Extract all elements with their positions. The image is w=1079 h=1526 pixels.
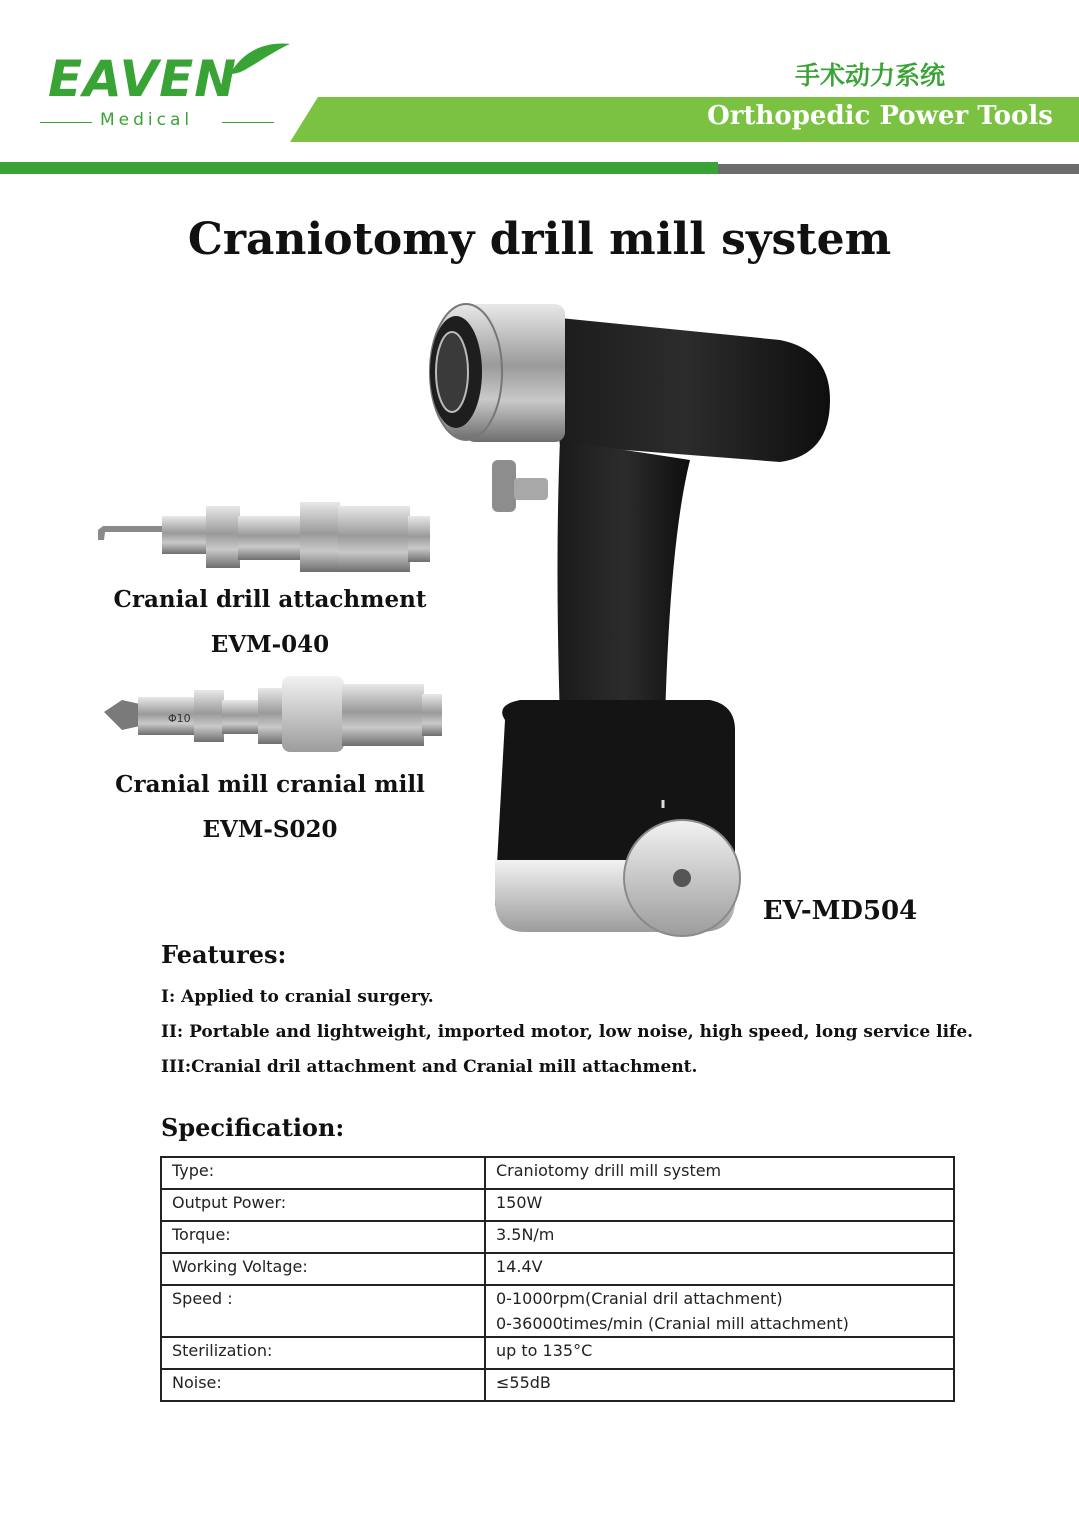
spec-value: 14.4V (485, 1253, 954, 1285)
table-row (161, 1337, 954, 1369)
spec-value: up to 135°C (485, 1337, 954, 1369)
spec-value: Craniotomy drill mill system (485, 1157, 954, 1189)
band-title: Orthopedic Power Tools (707, 101, 1053, 131)
spec-value: 3.5N/m (485, 1221, 954, 1253)
features-heading: Features: (161, 940, 287, 969)
drill-attachment-name: Cranial drill attachment (113, 586, 427, 613)
drill-attachment-code: EVM-040 (210, 631, 330, 658)
table-row (161, 1253, 954, 1285)
table-row (161, 1285, 954, 1337)
spec-value-line: 0-1000rpm(Cranial dril attachment) (496, 1289, 783, 1308)
feature-item: III:Cranial dril attachment and Cranial mill attachment. (161, 1057, 698, 1077)
page-title: Craniotomy drill mill system (187, 214, 892, 265)
chinese-title: 手术动力系统 (794, 61, 945, 90)
leaf-icon (228, 40, 292, 76)
brand-logo: EAVEN (48, 50, 238, 108)
specification-table (160, 1156, 955, 1402)
table-row (161, 1221, 954, 1253)
spec-key: Torque: (161, 1221, 485, 1253)
cranial-drill-attachment-image (98, 502, 430, 572)
spec-value-line: 0-36000times/min (Cranial mill attachment) (496, 1314, 849, 1333)
spec-key: Output Power: (161, 1189, 485, 1221)
svg-text:Φ10: Φ10 (168, 712, 191, 725)
spec-key: Working Voltage: (161, 1253, 485, 1285)
specification-heading: Specification: (161, 1113, 345, 1142)
drill-handpiece-image (430, 304, 830, 936)
table-row (161, 1189, 954, 1221)
product-illustration (0, 290, 1079, 950)
spec-key: Speed : (161, 1285, 485, 1337)
feature-item: I: Applied to cranial surgery. (161, 987, 434, 1007)
spec-value: ≤55dB (485, 1369, 954, 1401)
header-rule-grey (718, 164, 1079, 174)
logo-divider-right (222, 122, 274, 123)
model-number: EV-MD504 (762, 896, 918, 926)
table-row (161, 1369, 954, 1401)
logo-divider-left (40, 122, 92, 123)
spec-key: Type: (161, 1157, 485, 1189)
spec-key: Noise: (161, 1369, 485, 1401)
spec-value: 150W (485, 1189, 954, 1221)
cranial-mill-attachment-image (104, 676, 442, 752)
mill-attachment-name: Cranial mill cranial mill (115, 771, 425, 798)
header-rule-green (0, 162, 718, 174)
spec-value (485, 1285, 954, 1337)
feature-item: II: Portable and lightweight, imported motor, low noise, high speed, long service life. (161, 1022, 974, 1042)
spec-key: Sterilization: (161, 1337, 485, 1369)
table-row (161, 1157, 954, 1189)
mill-attachment-code: EVM-S020 (202, 816, 338, 843)
brand-subtext: Medical (100, 110, 194, 130)
